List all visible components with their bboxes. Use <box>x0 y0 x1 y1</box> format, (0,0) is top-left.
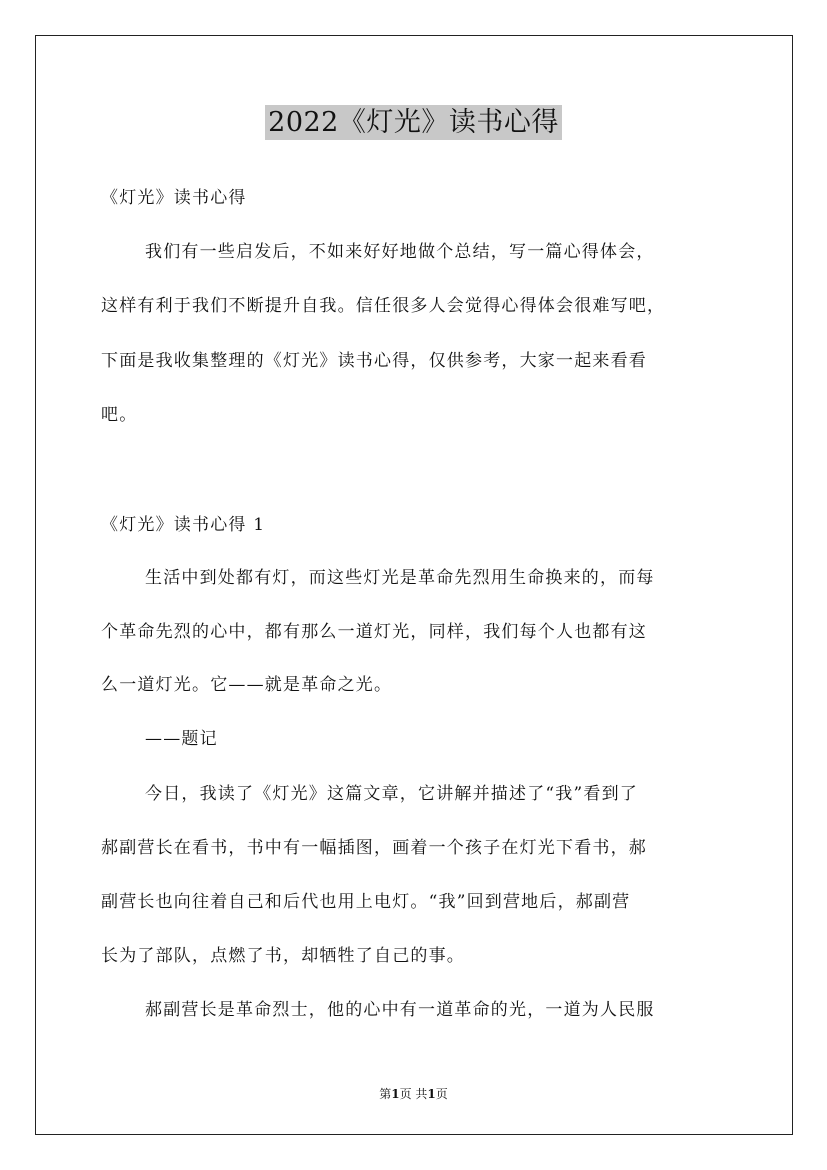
para2-line-1: 今日，我读了《灯光》这篇文章，它讲解并描述了“我”看到了 <box>145 784 638 804</box>
para1-line-1: 生活中到处都有灯，而这些灯光是革命先烈用生命换来的，而每 <box>145 568 655 588</box>
para1-line-2: 个革命先烈的心中，都有那么一道灯光，同样，我们每个人也都有这 <box>101 622 647 642</box>
subtitle: 《灯光》读书心得 <box>101 188 247 208</box>
footer-label-3: 页 <box>435 1087 448 1101</box>
intro-line-4: 吧。 <box>101 405 138 425</box>
footer-total-pages: 1 <box>427 1087 436 1101</box>
intro-line-2: 这样有利于我们不断提升自我。信任很多人会觉得心得体会很难写吧， <box>101 296 666 316</box>
epigraph: ——题记 <box>145 729 218 749</box>
intro-line-3: 下面是我收集整理的《灯光》读书心得，仅供参考，大家一起来看看 <box>101 351 647 371</box>
document-title-wrap <box>0 100 827 139</box>
footer-page-number: 1 <box>391 1087 400 1101</box>
para2-line-3: 副营长也向往着自己和后代也用上电灯。“我”回到营地后，郝副营 <box>101 892 631 912</box>
document-title: 2022《灯光》读书心得 <box>265 105 562 140</box>
para2-line-2: 郝副营长在看书，书中有一幅插图，画着一个孩子在灯光下看书，郝 <box>101 838 647 858</box>
footer-label-2: 页 共 <box>399 1087 428 1101</box>
section-heading: 《灯光》读书心得 1 <box>101 515 266 535</box>
footer-label-1: 第 <box>379 1087 392 1101</box>
intro-line-1: 我们有一些启发后，不如来好好地做个总结，写一篇心得体会， <box>145 242 655 262</box>
page-footer <box>0 1085 827 1102</box>
para3-line-1: 郝副营长是革命烈士，他的心中有一道革命的光，一道为人民服 <box>145 1000 655 1020</box>
para1-line-3: 么一道灯光。它——就是革命之光。 <box>101 675 393 695</box>
para2-line-4: 长为了部队，点燃了书，却牺牲了自己的事。 <box>101 946 465 966</box>
